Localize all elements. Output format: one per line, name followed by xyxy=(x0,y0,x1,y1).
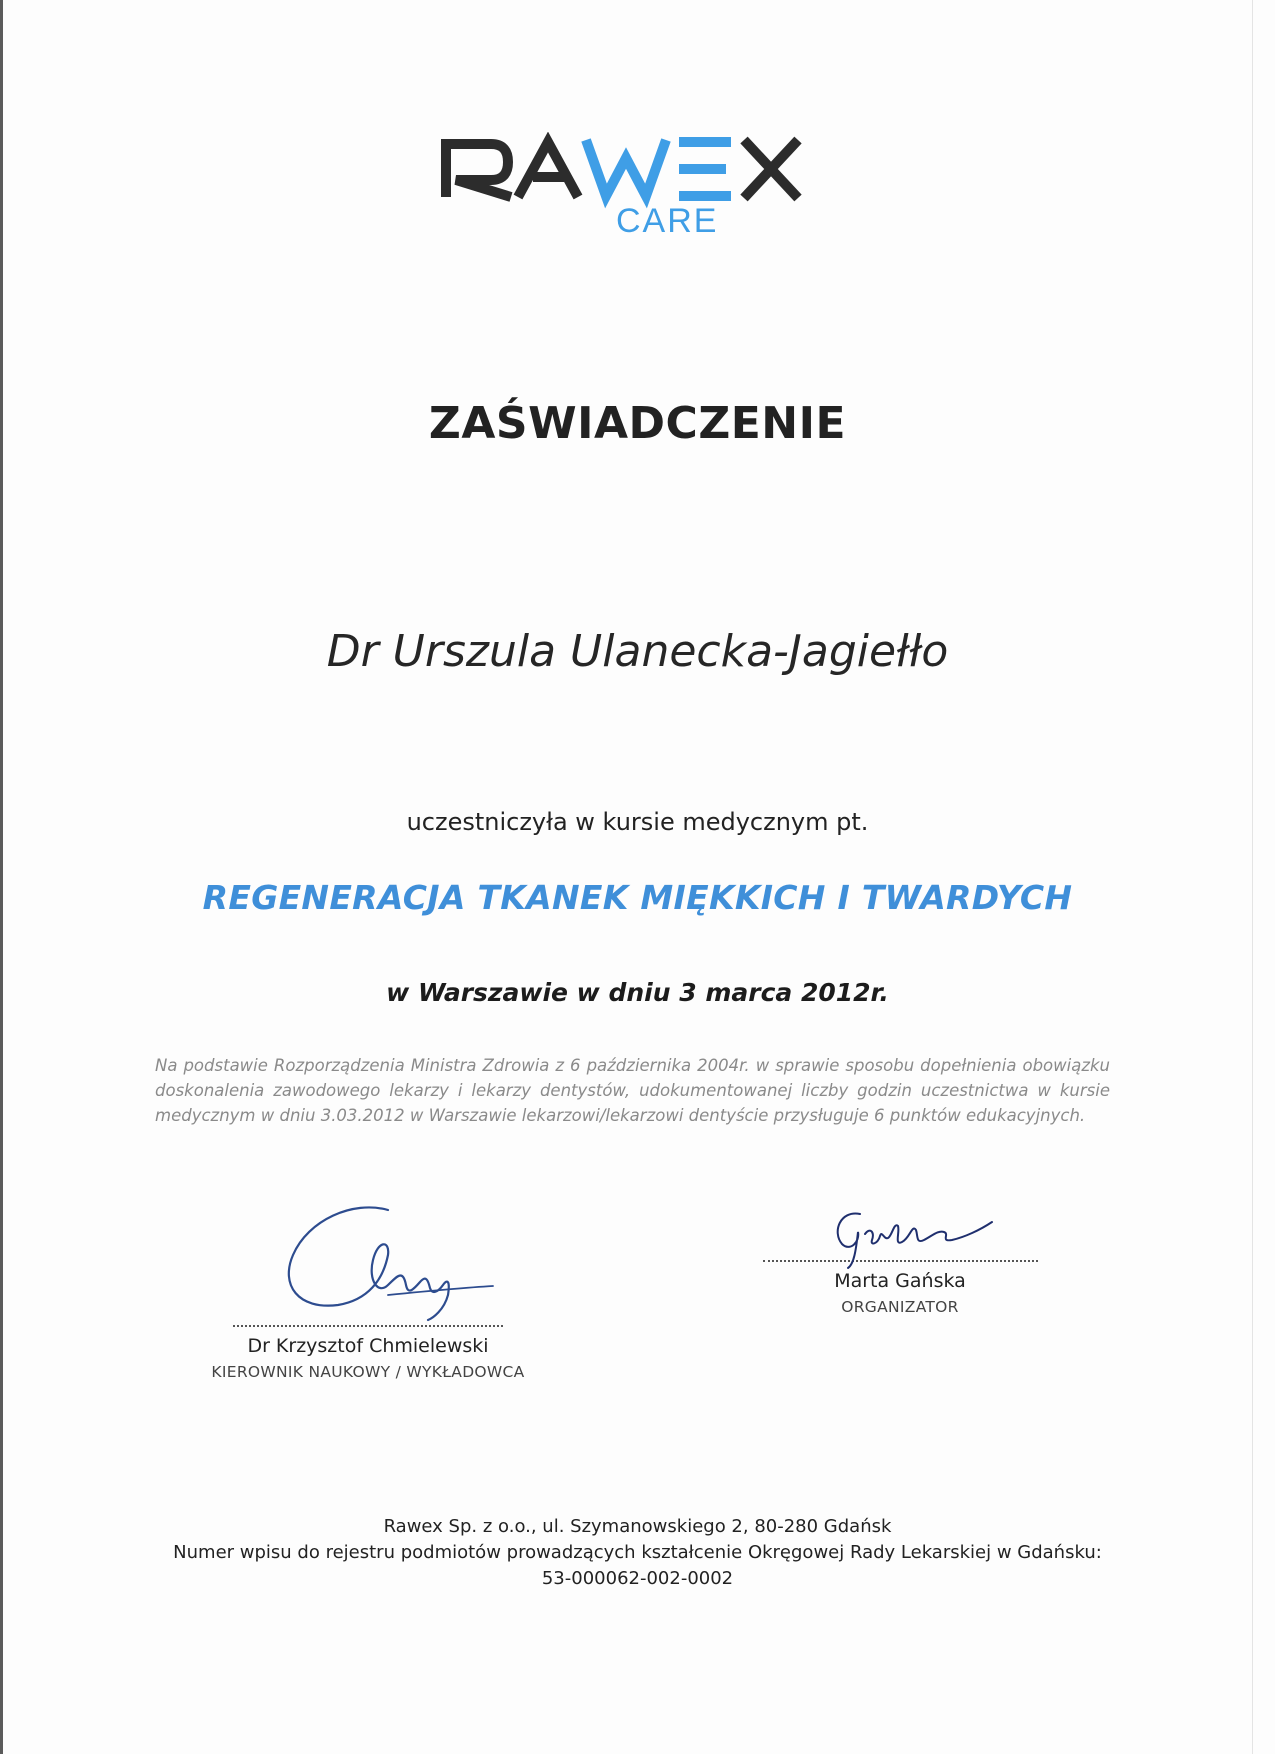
recipient-name: Dr Urszula Ulanecka-Jagiełło xyxy=(326,626,949,677)
rawex-care-logo xyxy=(436,132,846,242)
course-title: REGENERACJA TKANEK MIĘKKICH I TWARDYCH xyxy=(202,878,1073,917)
legal-basis-text: Na podstawie Rozporządzenia Ministra Zdrowia z 6 października 2004r. w sprawie sposobu dopełnienia obowiązku doskonalenia zawodowego lekarzy i lekarzy dentystów, udokumentowanej liczby godzin uczestnictwa w kursie medycznym w dniu 3.03.2012 w Warszawie lekarzowi/lekarzowi dentyście przysługuje 6 punktów edukacyjnych. xyxy=(155,1056,1110,1125)
footer-registry-label: Numer wpisu do rejestru podmiotów prowadzących kształcenie Okręgowej Rady Lekarskiej w Gdańsku: xyxy=(173,1542,1102,1563)
signatory-name-right: Marta Gańska xyxy=(834,1270,966,1292)
signature-block-right xyxy=(690,1260,1110,1316)
footer-company-info xyxy=(0,1514,1275,1592)
scan-edge-right xyxy=(1252,0,1253,1754)
footer-address: Rawex Sp. z o.o., ul. Szymanowskiego 2, 80-280 Gdańsk xyxy=(383,1516,892,1537)
scan-edge-left xyxy=(0,0,3,1754)
logo-care-text: CARE xyxy=(616,202,719,240)
footer-registry-number: 53-000062-002-0002 xyxy=(541,1568,734,1589)
signature-block-left xyxy=(158,1200,578,1381)
signature-line-left xyxy=(233,1325,503,1327)
signature-drawing-left xyxy=(158,1200,578,1325)
certificate-title: ZAŚWIADCZENIE xyxy=(428,398,847,449)
signatory-name-left: Dr Krzysztof Chmielewski xyxy=(247,1335,489,1357)
location-date: w Warszawie w dniu 3 marca 2012r. xyxy=(386,978,889,1007)
signatory-role-right: ORGANIZATOR xyxy=(841,1298,959,1316)
participation-statement: uczestniczyła w kursie medycznym pt. xyxy=(406,808,869,836)
signatory-role-left: KIEROWNIK NAUKOWY / WYKŁADOWCA xyxy=(211,1363,525,1381)
